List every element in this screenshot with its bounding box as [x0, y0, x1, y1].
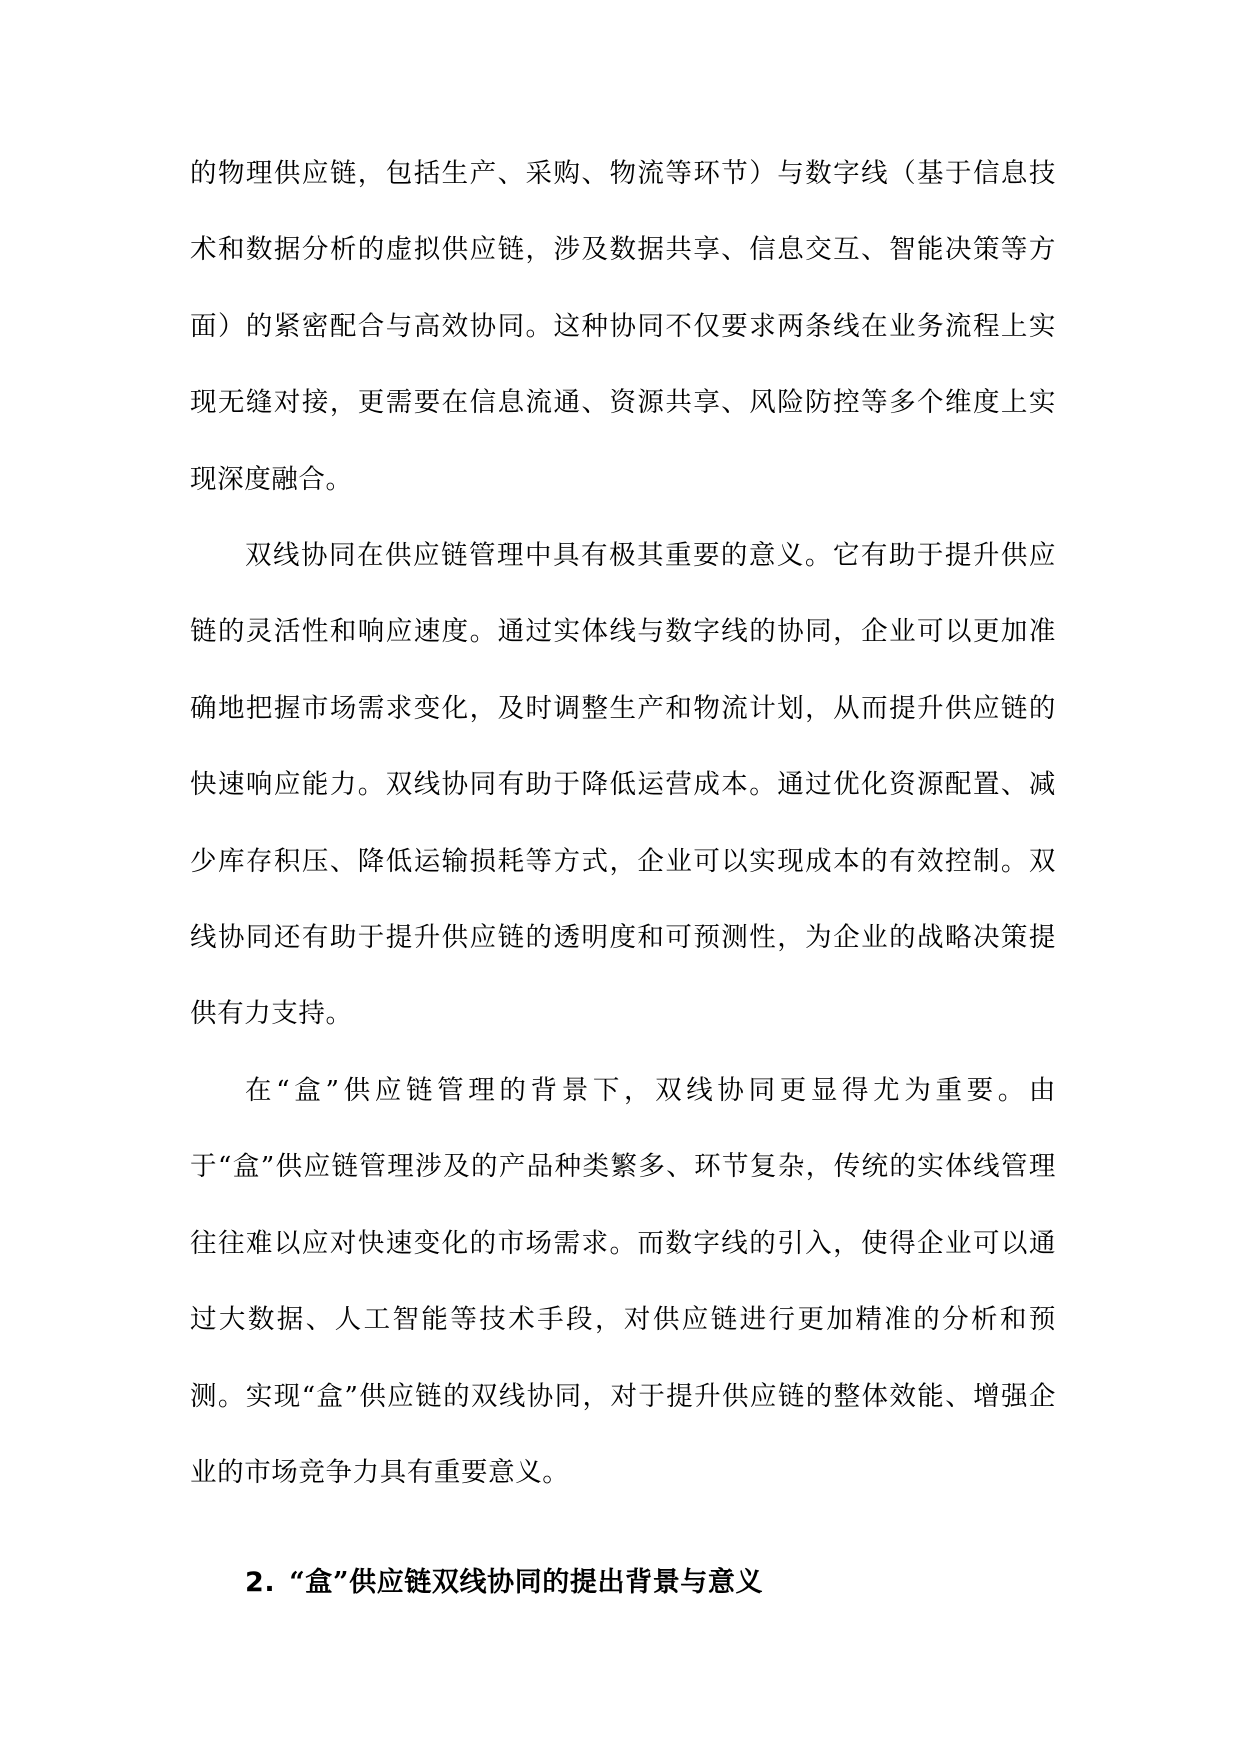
section-heading — [190, 1545, 1056, 1621]
paragraph-significance: 双线协同在供应链管理中具有极其重要的意义。它有助于提升供应链的灵活性和响应速度。通过实体线与数字线的协同，企业可以更加准确地把握市场需求变化，及时调整生产和物流计划，从而提升供应链的快速响应能力。双线协同有助于降低运营成本。通过优化资源配置、减少库存积压、降低运输损耗等方式，企业可以实现成本的有效控制。双线协同还有助于提升供应链的透明度和可预测性，为企业的战略决策提供有力支持。 — [190, 540, 1056, 1030]
section-number: 2. — [245, 1567, 276, 1599]
paragraph-continuation: 的物理供应链，包括生产、采购、物流等环节）与数字线（基于信息技术和数据分析的虚拟供应链，涉及数据共享、信息交互、智能决策等方面）的紧密配合与高效协同。这种协同不仅要求两条线在业务流程上实现无缝对接，更需要在信息流通、资源共享、风险防控等多个维度上实现深度融合。 — [190, 158, 1056, 495]
document-body — [190, 136, 1056, 1621]
section-title: “盒”供应链双线协同的提出背景与意义 — [289, 1567, 764, 1599]
paragraph-box-supply-chain: 在“盒”供应链管理的背景下，双线协同更显得尤为重要。由于“盒”供应链管理涉及的产品种类繁多、环节复杂，传统的实体线管理往往难以应对快速变化的市场需求。而数字线的引入，使得企业可以通过大数据、人工智能等技术手段，对供应链进行更加精准的分析和预测。实现“盒”供应链的双线协同，对于提升供应链的整体效能、增强企业的市场竞争力具有重要意义。 — [190, 1074, 1056, 1488]
